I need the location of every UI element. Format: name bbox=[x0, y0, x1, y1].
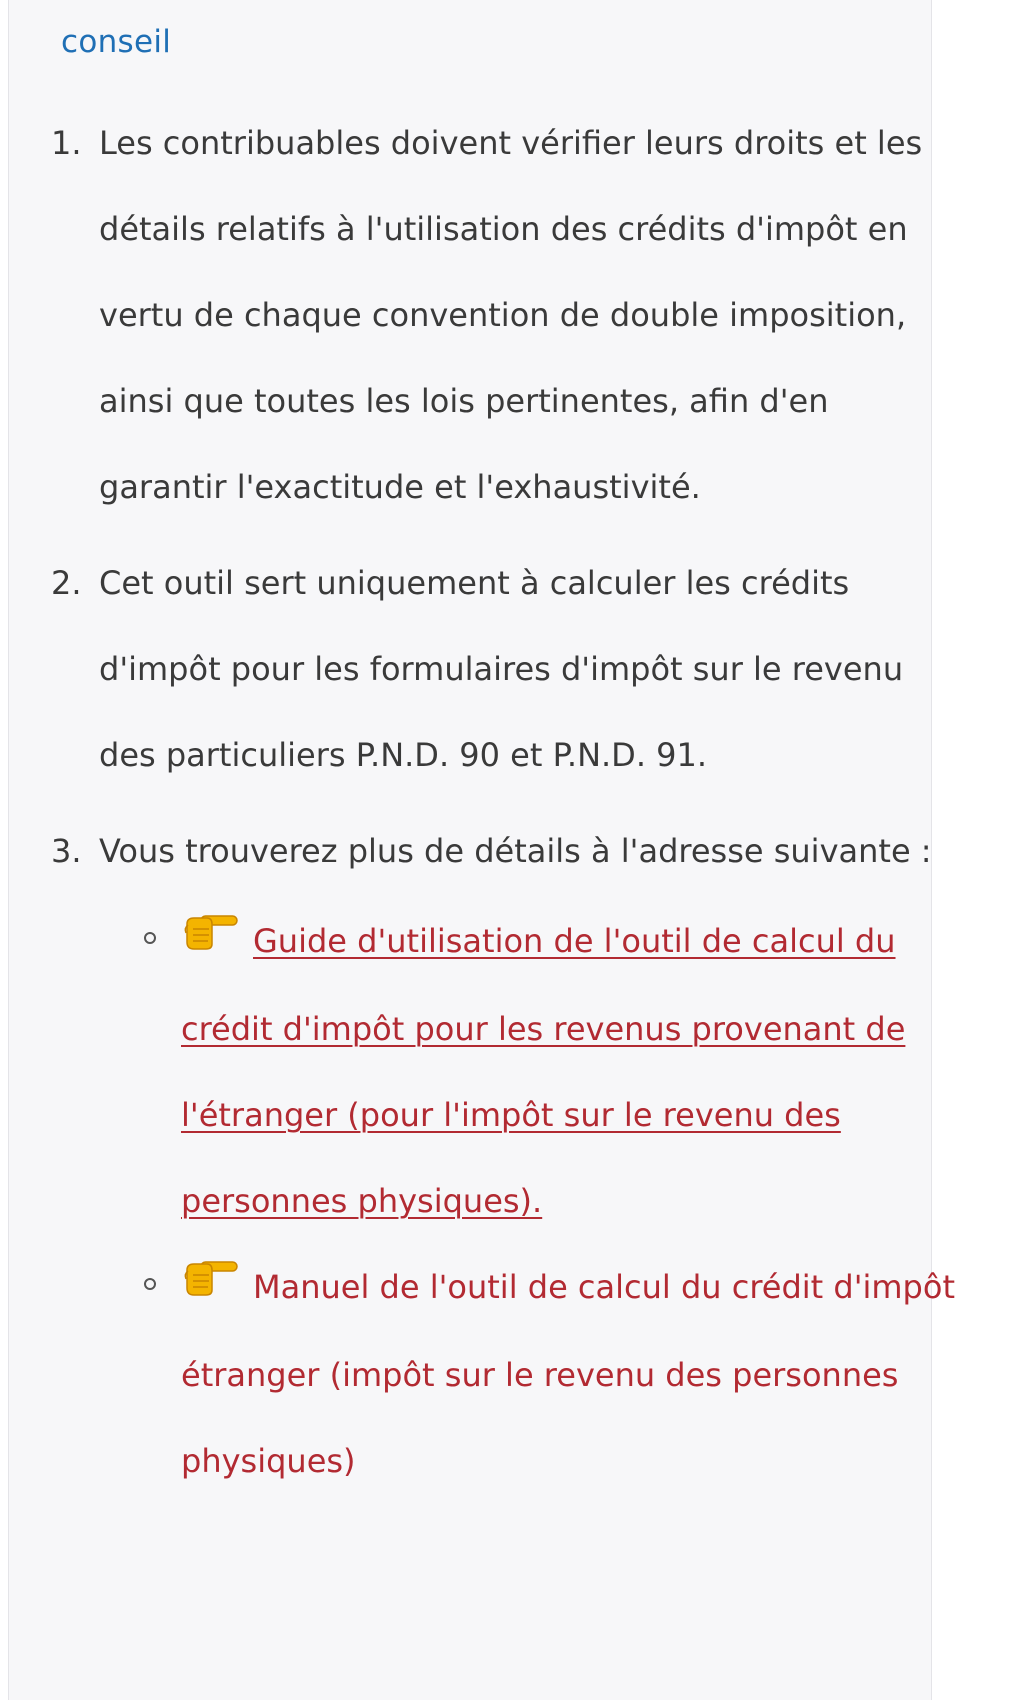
pointing-hand-icon bbox=[181, 1242, 239, 1328]
tip-item bbox=[51, 540, 959, 798]
pointing-hand-icon bbox=[181, 896, 239, 982]
user-guide-link[interactable]: Guide d'utilisation de l'outil de calcul du crédit d'impôt pour les revenus provenant de l'étranger (pour l'impôt sur le revenu des personnes physiques). bbox=[181, 922, 906, 1220]
tips-list bbox=[51, 100, 959, 1504]
tip-item bbox=[51, 100, 959, 530]
tip-text: Cet outil sert uniquement à calculer les crédits d'impôt pour les formulaires d'impôt sur le revenu des particuliers P.N.D. 90 et P.N.D. 91. bbox=[99, 564, 904, 774]
tip-number: 2. bbox=[51, 564, 82, 602]
resource-item bbox=[181, 1244, 959, 1504]
tip-text: Vous trouverez plus de détails à l'adresse suivante : bbox=[99, 832, 932, 870]
tip-number: 3. bbox=[51, 832, 82, 870]
hollow-bullet-icon bbox=[144, 932, 156, 944]
section-heading: conseil bbox=[61, 24, 172, 60]
tips-panel bbox=[8, 0, 955, 1700]
tip-item bbox=[51, 808, 959, 1504]
manual-text: Manuel de l'outil de calcul du crédit d'impôt étranger (impôt sur le revenu des personnes physiques) bbox=[181, 1268, 955, 1480]
resource-list bbox=[99, 898, 959, 1504]
tip-number: 1. bbox=[51, 124, 82, 162]
tip-text: Les contribuables doivent vérifier leurs droits et les détails relatifs à l'utilisation des crédits d'impôt en vertu de chaque convention de double imposition, ainsi que toutes les lois pertinentes, afin d'en garantir l'exactitude et l'exhaustivité. bbox=[99, 124, 923, 506]
resource-item bbox=[181, 898, 959, 1244]
hollow-bullet-icon bbox=[144, 1278, 156, 1290]
